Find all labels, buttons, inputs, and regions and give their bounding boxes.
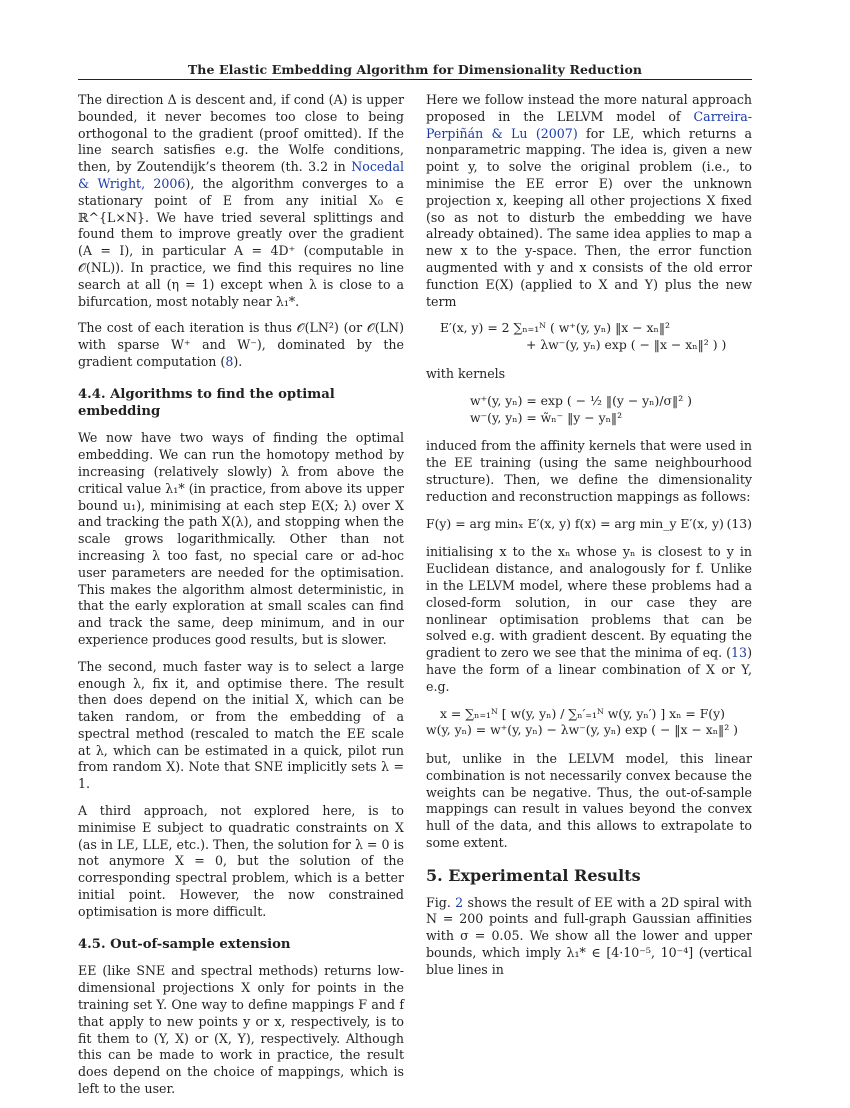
citation-nocedal-wright[interactable]: Nocedal & Wright, 2006 [78,159,404,191]
equation-ref-8[interactable]: 8 [225,353,234,369]
paragraph-constraints: A third approach, not explored here, is to minimise E subject to quadratic constraints on X (as in LE, LLE, etc.). Then, the solution for λ = 0 is not anymore X = 0, but the solution of the corresponding spectral problem, which is a better initial point. However, the now constrained optimisation is more difficult. [78,803,404,919]
paragraph-homotopy: We now have two ways of finding the optimal embedding. We can run the homotopy method by increasing (relatively slowly) λ from above the critical value λ₁* (in practice, from above its upper bound u₁), minimising at each step E(X; λ) over X and tracking the path X(λ), and stopping when the scale grows logarithmically. Other than not increasing λ too fast, no special care or ad-hoc user parameters are needed for the optimisation. This makes the algorithm almost deterministic, in that the early exploration at small scales can find and track the same, deep minimum, and in our experience produces good results, but is slower. [78,430,404,647]
section-heading-4-5: 4.5. Out-of-sample extension [78,936,291,952]
equation-number: (13) [726,515,752,531]
paragraph-initialising: initialising x to the xₙ whose yₙ is closest to y in Euclidean distance, and analogously for f. Unlike in the LELVM model, where these problems had a closed-form solution, in our case they are nonlinear optimisation problems that can be solved e.g. with gradient descent. By equating the gradient to zero we see that the minima of eq. (13) have the form of a linear combination of X or Y, e.g. [426,544,752,694]
figure-ref-2[interactable]: 2 [455,894,464,910]
section-heading-5: 5. Experimental Results [426,865,641,885]
header-rule [78,79,752,80]
paragraph-out-of-sample: EE (like SNE and spectral methods) returns low-dimensional projections X only for points in the training set Y. One way to define mappings F and f that apply to new points y or x, respectively, is to fit them to (Y, X) or (X, Y), respectively. Although this can be made to work in practice, the result does depend on the choice of mappings, which is left to the user. [78,963,404,1097]
equation-kernels: w⁺(y, yₙ) = exp ( − ½ ‖(y − yₙ)/σ‖² ) w⁻(y, yₙ) = w̃ₙ⁻ ‖y − yₙ‖² [470,392,692,425]
equation-mappings: F(y) = arg minₓ E′(x, y) f(x) = arg min_y E′(x, y) (13) [426,515,752,531]
paragraph-with-kernels: with kernels [426,365,506,381]
paragraph-fixed-lambda: The second, much faster way is to select a large enough λ, fix it, and optimise there. The result then does depend on the initial X, which can be taken random, or from the embedding of a spectral method (rescaled to match the EE scale at λ, which can be estimated in a quick, pilot run from random X). Note that SNE implicitly sets λ = 1. [78,658,404,792]
paragraph-lelvm-approach: Here we follow instead the more natural approach proposed in the LELVM model of Carreira-Perpiñán & Lu (2007) for LE, which returns a nonparametric mapping. The idea is, given a new point y, to solve the original problem (i.e., to minimise the EE error E) over the unknown projection x, keeping all other projections X fixed (so as not to disturb the embedding we have already obtained). The same idea applies to map a new x to the y-space. Then, the error function augmented with y and x consists of the old error function E(X) (applied to X and Y) plus the new term [426,92,752,309]
right-column [426,92,752,989]
paragraph-experimental: Fig. 2 shows the result of EE with a 2D spiral with N = 200 points and full-graph Gaussian affinities with σ = 0.05. We show all the lower and upper bounds, which imply λ₁* ∈ [4·10⁻⁵, 10⁻⁴] (vertical blue lines in [426,894,752,977]
paragraph-not-convex: but, unlike in the LELVM model, this linear combination is not necessarily convex because the weights can be negative. Thus, the out-of-sample mappings can result in values beyond the convex hull of the data, and this allows to extrapolate to some extent. [426,751,752,851]
citation-carreira-perpinan-lu[interactable]: Carreira-Perpiñán & Lu (2007) [426,108,752,141]
equation-ref-13[interactable]: 13 [731,645,748,661]
running-header: The Elastic Embedding Algorithm for Dimensionality Reduction [187,62,643,77]
equation-new-error-term: E′(x, y) = 2 ∑ₙ₌₁ᴺ ( w⁺(y, yₙ) ‖x − xₙ‖² + λw⁻(y, yₙ) exp ( − ‖x − xₙ‖² ) ) [440,320,727,353]
paragraph-induced-kernels: induced from the affinity kernels that were used in the EE training (using the same neighbourhood structure). Then, we define the dimensionality reduction and reconstruction mappings as follows: [426,438,752,504]
paragraph-descent-direction: The direction Δ is descent and, if cond (A) is upper bounded, it never becomes too close to being orthogonal to the gradient (proof omitted). If the line search satisfies e.g. the Wolfe conditions, then, by Zoutendijk’s theorem (th. 3.2 in Nocedal & Wright, 2006), the algorithm converges to a stationary point of E from any initial X₀ ∈ ℝ^{L×N}. We have tried several splittings and found them to improve greatly over the gradient (A = I), in particular A = 4D⁺ (computable in 𝒪(NL)). In practice, we find this requires no line search at all (η = 1) except when λ is close to a bifurcation, most notably near λ₁*. [78,92,404,309]
equation-linear-combination: x = ∑ₙ₌₁ᴺ [ w(y, yₙ) / ∑ₙ′₌₁ᴺ w(y, yₙ′) ] xₙ = F(y) w(y, yₙ) = w⁺(y, yₙ) − λw⁻(y, yₙ) exp ( − ‖x − xₙ‖² ) [426,705,738,738]
paragraph-iteration-cost: The cost of each iteration is thus 𝒪(LN²) (or 𝒪(LN) with sparse W⁺ and W⁻), dominated by the gradient computation (8). [78,320,404,369]
left-column [78,92,404,1108]
section-heading-4-4: 4.4. Algorithms to find the optimal embedding [78,386,335,419]
